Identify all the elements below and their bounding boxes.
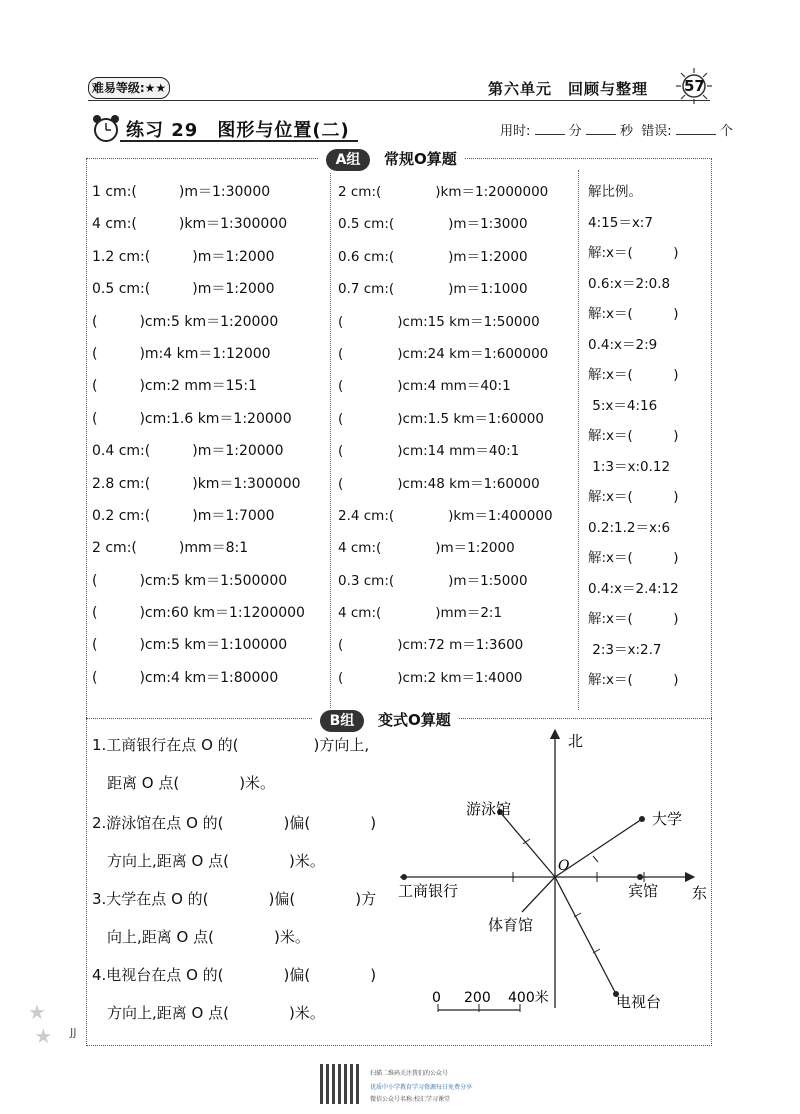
list-item: ( )cm:24 km＝1:600000 xyxy=(338,345,549,362)
list-item: ( )cm:1.6 km＝1:20000 xyxy=(92,410,292,427)
list-item: ( )cm:2 mm＝15:1 xyxy=(92,378,258,395)
exercise-title xyxy=(90,113,360,143)
list-item: ( )cm:15 km＝1:50000 xyxy=(338,313,540,330)
column-2 xyxy=(338,180,553,698)
tv-line xyxy=(555,877,616,994)
gym-label: 体育馆 xyxy=(488,916,534,934)
question-line: 距离 O 点( )米。 xyxy=(92,774,276,792)
list-item: 解:x＝( ) xyxy=(588,489,679,505)
list-item: 4 cm:( )km＝1:300000 xyxy=(92,216,288,233)
scale-0: 0 xyxy=(432,990,441,1006)
time-record xyxy=(500,120,733,139)
list-item: 4 cm:( )mm＝2:1 xyxy=(338,605,503,622)
direction-map xyxy=(380,726,710,1026)
list-item: ( )cm:14 mm＝40:1 xyxy=(338,443,520,460)
error-blank[interactable] xyxy=(676,134,716,135)
list-item: 0.2:1.2＝x:6 xyxy=(588,519,671,536)
column-divider-1 xyxy=(330,170,331,710)
scale-200: 200 xyxy=(464,990,491,1006)
list-item: 0.4:x＝2:9 xyxy=(588,336,658,353)
section-b-badge: B组 xyxy=(320,710,364,732)
list-item: 0.6:x＝2:0.8 xyxy=(588,275,671,292)
list-item: ( )cm:48 km＝1:60000 xyxy=(338,475,540,492)
question-line: 3.大学在点 O 的( )偏( )方 xyxy=(92,890,377,908)
column-3 xyxy=(588,180,679,699)
error-label: 错误: xyxy=(641,124,672,139)
tv-label: 电视台 xyxy=(616,993,662,1011)
header-rule xyxy=(88,100,710,101)
list-item: 解:x＝( ) xyxy=(588,611,679,627)
section-b-title: 变式O算题 xyxy=(378,711,451,729)
hotel-point xyxy=(637,874,643,880)
list-item: 2.4 cm:( )km＝1:400000 xyxy=(338,507,553,524)
bank-label: 工商银行 xyxy=(398,882,459,900)
list-item: 1:3＝x:0.12 xyxy=(588,458,671,475)
column-divider-2 xyxy=(578,170,579,710)
university-label: 大学 xyxy=(652,810,683,828)
question-line: 1.工商银行在点 O 的( )方向上, xyxy=(92,736,370,754)
north-label: 北 xyxy=(568,732,584,750)
list-item: 解:x＝( ) xyxy=(588,245,679,261)
list-item: 0.2 cm:( )m＝1:7000 xyxy=(92,507,275,524)
list-item: ( )cm:5 km＝1:100000 xyxy=(92,637,288,654)
list-item: ( )cm:60 km＝1:1200000 xyxy=(92,605,305,622)
list-item: 4 cm:( )m＝1:2000 xyxy=(338,540,515,557)
section-a-title: 常规O算题 xyxy=(384,150,457,168)
exercise-title-text: 练习 29 图形与位置(二) xyxy=(126,120,350,141)
footer-line-3: 微信公众号名称:校汇学习课堂 xyxy=(370,1096,451,1103)
list-item: 5:x＝4:16 xyxy=(588,397,658,414)
list-item: 2.8 cm:( )km＝1:300000 xyxy=(92,475,301,492)
list-item: 解比例。 xyxy=(588,184,642,200)
list-item: ( )cm:5 km＝1:500000 xyxy=(92,572,288,589)
list-item: 解:x＝( ) xyxy=(588,428,679,444)
list-item: 2 cm:( )mm＝8:1 xyxy=(92,540,249,557)
question-line: 方向上,距离 O 点( )米。 xyxy=(92,1004,325,1022)
second-blank[interactable] xyxy=(586,134,616,135)
pool-line xyxy=(500,812,555,877)
corner-mark: JJ xyxy=(70,1026,77,1039)
bank-point xyxy=(401,874,407,880)
list-item: 0.5 cm:( )m＝1:3000 xyxy=(338,216,528,233)
question-line: 2.游泳馆在点 O 的( )偏( ) xyxy=(92,814,377,832)
list-item: 0.4 cm:( )m＝1:20000 xyxy=(92,443,284,460)
section-a-header xyxy=(318,148,465,172)
list-item: ( )cm:4 mm＝40:1 xyxy=(338,378,511,395)
east-label: 东 xyxy=(692,884,708,902)
list-item: ( )cm:1.5 km＝1:60000 xyxy=(338,410,544,427)
error-unit: 个 xyxy=(719,124,733,139)
list-item: 2:3＝x:2.7 xyxy=(588,641,662,658)
minute-label: 分 xyxy=(568,124,582,139)
scale-400: 400米 xyxy=(508,990,549,1006)
list-item: 4:15＝x:7 xyxy=(588,214,653,231)
university-point xyxy=(639,816,645,822)
footer xyxy=(320,1064,520,1108)
list-item: 0.5 cm:( )m＝1:2000 xyxy=(92,281,275,298)
minute-blank[interactable] xyxy=(535,134,565,135)
footer-line-1: 扫描二维码关注我们的公众号 xyxy=(370,1070,449,1077)
list-item: ( )m:4 km＝1:12000 xyxy=(92,345,271,362)
list-item: 解:x＝( ) xyxy=(588,367,679,383)
list-item: 1 cm:( )m＝1:30000 xyxy=(92,184,271,200)
question-line: 4.电视台在点 O 的( )偏( ) xyxy=(92,966,377,984)
hotel-label: 宾馆 xyxy=(628,882,659,900)
unit-title: 第六单元 回顾与整理 xyxy=(488,80,649,98)
footer-line-2: 优质中小学教育学习资源每日免费分享 xyxy=(370,1084,473,1091)
list-item: ( )cm:72 m＝1:3600 xyxy=(338,637,524,654)
list-item: 1.2 cm:( )m＝1:2000 xyxy=(92,248,275,265)
gym-line xyxy=(522,877,555,912)
question-line: 方向上,距离 O 点( )米。 xyxy=(92,852,325,870)
list-item: 0.7 cm:( )m＝1:1000 xyxy=(338,281,528,298)
page-number-text: 57 xyxy=(684,77,705,95)
origin-label: O xyxy=(558,858,570,874)
pool-label: 游泳馆 xyxy=(466,800,512,818)
list-item: 解:x＝( ) xyxy=(588,550,679,566)
list-item: ( )cm:4 km＝1:80000 xyxy=(92,669,279,686)
list-item: 0.6 cm:( )m＝1:2000 xyxy=(338,248,528,265)
list-item: 2 cm:( )km＝1:2000000 xyxy=(338,184,549,200)
list-item: 解:x＝( ) xyxy=(588,672,679,688)
time-label: 用时: xyxy=(500,124,531,139)
question-line: 向上,距离 O 点( )米。 xyxy=(92,928,310,946)
list-item: ( )cm:2 km＝1:4000 xyxy=(338,669,523,686)
difficulty-badge: 难易等级:★★ xyxy=(88,77,170,99)
list-item: 0.4:x＝2.4:12 xyxy=(588,580,679,597)
list-item: ( )cm:5 km＝1:20000 xyxy=(92,313,279,330)
qr-code-icon[interactable] xyxy=(320,1064,360,1104)
page-number xyxy=(676,68,712,104)
list-item: 0.3 cm:( )m＝1:5000 xyxy=(338,572,528,589)
section-a-badge: A组 xyxy=(326,149,370,171)
column-1 xyxy=(92,180,305,698)
list-item: 解:x＝( ) xyxy=(588,306,679,322)
second-label: 秒 xyxy=(619,124,633,139)
star-decoration-icon: ★ ★ xyxy=(28,1000,53,1048)
